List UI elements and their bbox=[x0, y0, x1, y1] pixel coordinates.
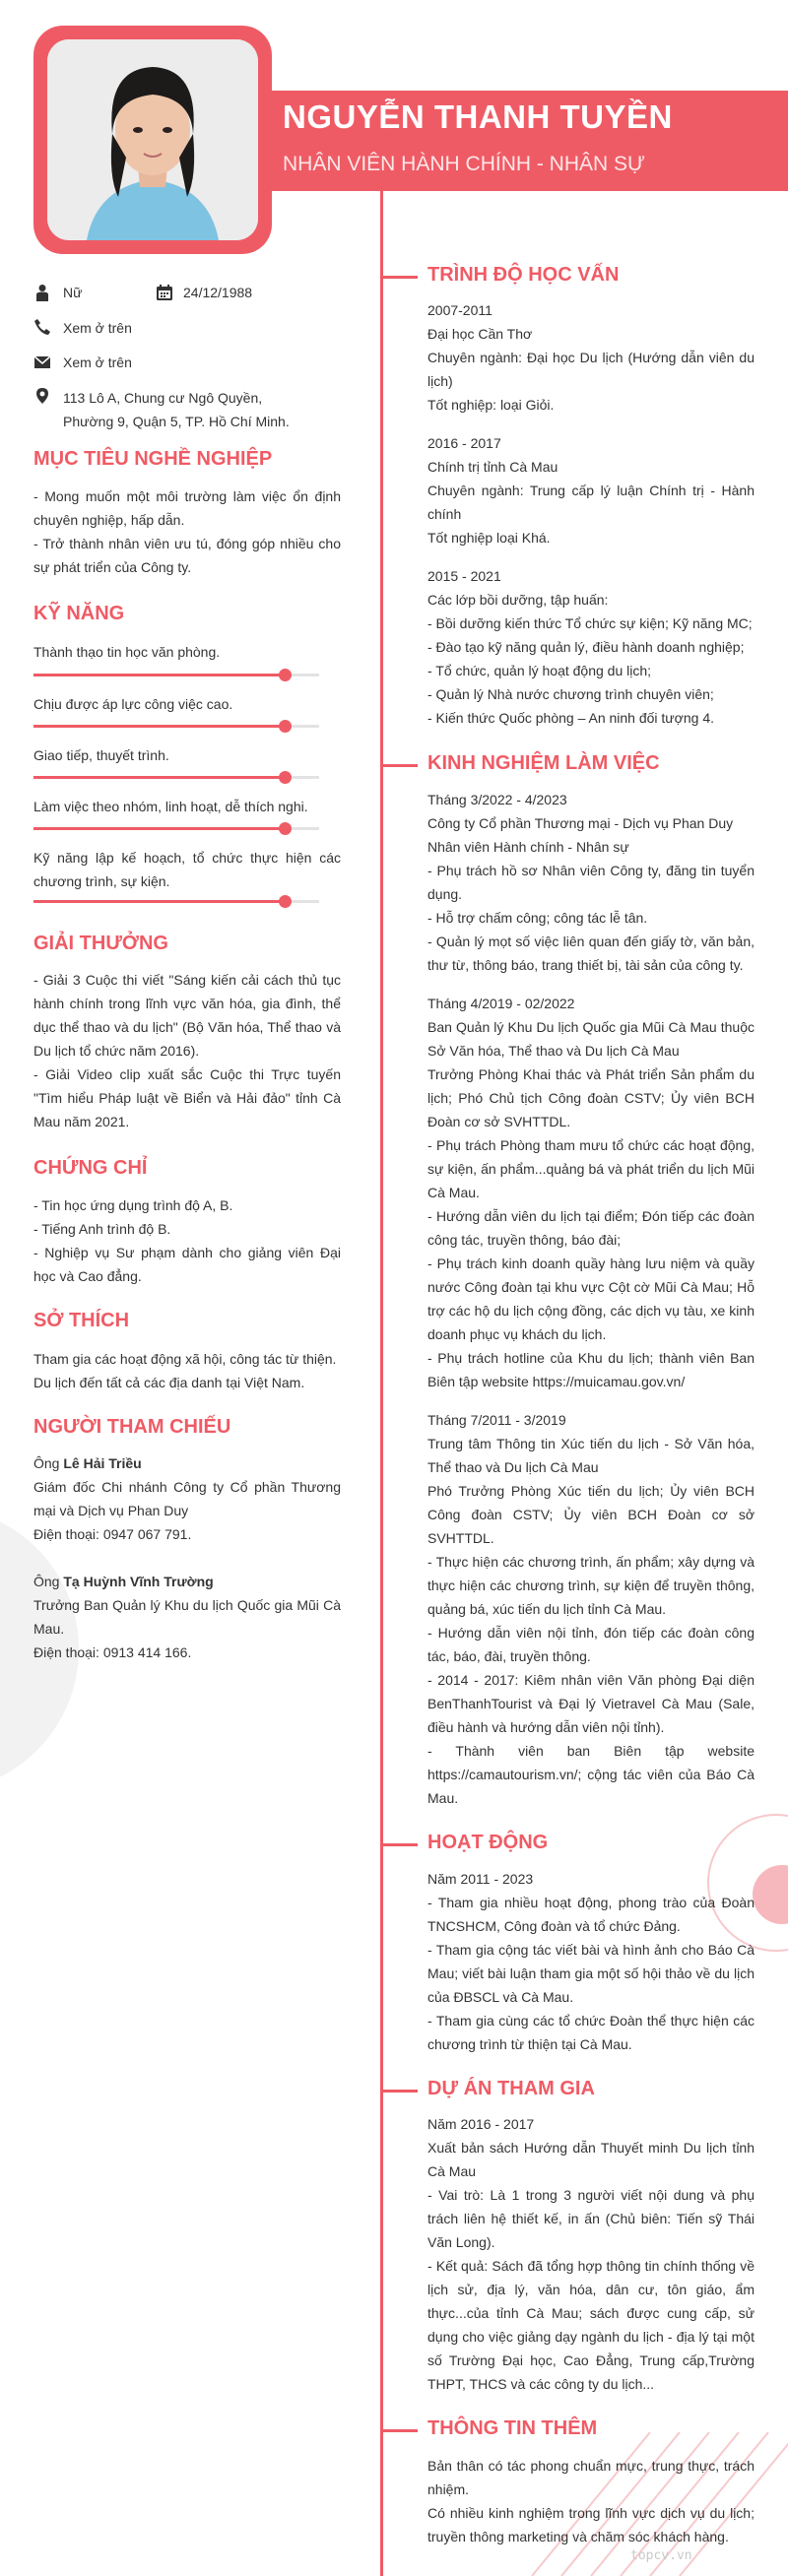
activity-line: - Tham gia cộng tác viết bài và hình ảnh cho Báo Cà Mau; viết bài luận tham gia một số hội thảo về du lịch của ĐBSCL và Cà Mau. bbox=[427, 1942, 755, 2005]
education-line: Đại học Cần Thơ bbox=[427, 326, 533, 342]
reference-position: Trưởng Ban Quản lý Khu du lịch Quốc gia Mũi Cà Mau. bbox=[33, 1597, 341, 1637]
experience-line: - Quản lý mọt số việc liên quan đến giấy tờ, văn bản, thư từ, thông báo, trang thiết bị, tài sản của công ty. bbox=[427, 934, 755, 973]
projects-text bbox=[427, 2112, 755, 2396]
education-line: - Tổ chức, quản lý hoạt động du lịch; bbox=[427, 663, 652, 678]
awards-text bbox=[33, 968, 341, 1133]
hobbies-title: SỞ THÍCH bbox=[33, 1310, 130, 1331]
reference-prefix: Ông bbox=[33, 1455, 64, 1471]
education-line: - Kiến thức Quốc phòng – An ninh đối tượng 4. bbox=[427, 710, 714, 726]
experience-line: Công ty Cổ phần Thương mại - Dịch vụ Phan Duy bbox=[427, 815, 734, 831]
timeline-marker bbox=[380, 276, 418, 279]
reference-name: Tạ Huỳnh Vĩnh Trường bbox=[63, 1574, 214, 1589]
experience-line: - Phụ trách hồ sơ Nhân viên Công ty, đăng tin tuyển dụng. bbox=[427, 863, 755, 902]
experience-line: Tháng 7/2011 - 3/2019 bbox=[427, 1412, 566, 1428]
experience-line: - Hướng dẫn viên nội tỉnh, đón tiếp các đoàn công tác, báo, đài, truyền thông. bbox=[427, 1625, 755, 1664]
experience-line: - Phụ trách hotline của Khu du lịch; thành viên Ban Biên tập website https://muicamau.gov.vn/ bbox=[427, 1350, 755, 1389]
experience-line: - Thực hiện các chương trình, ấn phẩm; xây dựng và thực hiện các chương trình, sự kiện để truyền thông, quảng bá, xúc tiến du lịch tỉnh Cà Mau. bbox=[427, 1554, 755, 1617]
candidate-job-title: NHÂN VIÊN HÀNH CHÍNH - NHÂN SỰ bbox=[283, 153, 645, 175]
skill-bar-knob bbox=[279, 895, 292, 908]
education-line: Chuyên ngành: Đại học Du lịch (Hướng dẫn viên du lịch) bbox=[427, 350, 755, 389]
skill-bar-knob bbox=[279, 771, 292, 784]
skill-bar-knob bbox=[279, 720, 292, 733]
certificate-line: - Tin học ứng dụng trình độ A, B. bbox=[33, 1197, 233, 1213]
hobbies-text bbox=[33, 1347, 341, 1394]
reference-name: Lê Hải Triều bbox=[63, 1455, 142, 1471]
reference-name-line bbox=[33, 1451, 341, 1475]
education-line: Tốt nghiệp: loại Giỏi. bbox=[427, 397, 555, 413]
projects-title: DỰ ÁN THAM GIA bbox=[427, 2078, 595, 2099]
education-line: - Quản lý Nhà nước chương trình chuyên viên; bbox=[427, 686, 714, 702]
skill-bar bbox=[33, 776, 319, 779]
experience-block bbox=[427, 788, 755, 977]
experience-line: - Hỗ trợ chấm công; công tác lễ tân. bbox=[427, 910, 648, 926]
location-pin-icon bbox=[33, 387, 51, 405]
skill-label: Kỹ năng lập kế hoạch, tổ chức thực hiện các chương trình, sự kiện. bbox=[33, 850, 341, 889]
education-block bbox=[427, 298, 755, 417]
experience-line: Nhân viên Hành chính - Nhân sự bbox=[427, 839, 629, 855]
email-value: Xem ở trên bbox=[63, 354, 132, 370]
education-line: 2016 - 2017 bbox=[427, 435, 501, 451]
skill-label: Làm việc theo nhóm, linh hoạt, dễ thích nghi. bbox=[33, 799, 308, 814]
birthday-value: 24/12/1988 bbox=[183, 285, 253, 300]
reference-phone: Điện thoại: 0947 067 791. bbox=[33, 1526, 192, 1542]
certificates-text bbox=[33, 1193, 341, 1288]
education-line: - Bồi dưỡng kiến thức Tổ chức sự kiện; Kỹ năng MC; bbox=[427, 615, 753, 631]
references-title: NGƯỜI THAM CHIẾU bbox=[33, 1416, 231, 1438]
award-line: - Giải Video clip xuất sắc Cuộc thi Trực tuyến "Tìm hiểu Pháp luật về Biển và Hải đảo" tỉnh Cà Mau năm 2021. bbox=[33, 1066, 341, 1129]
project-line: Xuất bản sách Hướng dẫn Thuyết minh Du lịch tỉnh Cà Mau bbox=[427, 2140, 755, 2179]
skill-label: Thành thạo tin học văn phòng. bbox=[33, 644, 221, 660]
timeline-marker bbox=[380, 2429, 418, 2432]
objective-title: MỤC TIÊU NGHỀ NGHIỆP bbox=[33, 448, 273, 470]
photo-frame bbox=[33, 26, 272, 254]
address-line: Phường 9, Quận 5, TP. Hồ Chí Minh. bbox=[63, 414, 290, 429]
additional-line: Bản thân có tác phong chuẩn mực, trung thực, trách nhiệm. bbox=[427, 2458, 755, 2497]
experience-line: Trung tâm Thông tin Xúc tiến du lịch - Sở Văn hóa, Thể thao và Du lịch Cà Mau bbox=[427, 1436, 755, 1475]
objective-text bbox=[33, 484, 341, 579]
skill-bar bbox=[33, 674, 319, 676]
reference-phone: Điện thoại: 0913 414 166. bbox=[33, 1644, 192, 1660]
reference-position: Giám đốc Chi nhánh Công ty Cổ phần Thương mại và Dịch vụ Phan Duy bbox=[33, 1479, 341, 1518]
experience-line: - Hướng dẫn viên du lịch tại điểm; Đón tiếp các đoàn công tác, truyền thông, báo đài; bbox=[427, 1208, 755, 1248]
skill-bar bbox=[33, 725, 319, 728]
experience-title: KINH NGHIỆM LÀM VIỆC bbox=[427, 752, 660, 774]
skill-bar-fill bbox=[33, 900, 285, 903]
phone-icon bbox=[33, 318, 51, 336]
reference-item bbox=[33, 1570, 341, 1664]
person-icon bbox=[33, 284, 51, 301]
skill-bar bbox=[33, 900, 319, 903]
additional-title: THÔNG TIN THÊM bbox=[427, 2417, 598, 2439]
calendar-icon bbox=[156, 284, 173, 301]
experience-line: Phó Trưởng Phòng Xúc tiến du lịch; Ủy viên BCH Công đoàn CSTV; Ủy viên BCH Đoàn cơ sở SVHTTDL. bbox=[427, 1483, 755, 1546]
activities-title: HOẠT ĐỘNG bbox=[427, 1832, 549, 1853]
skill-label: Chịu được áp lực công việc cao. bbox=[33, 696, 233, 712]
timeline-marker bbox=[380, 764, 418, 767]
experience-block bbox=[427, 992, 755, 1393]
address-line: 113 Lô A, Chung cư Ngô Quyền, bbox=[63, 390, 263, 406]
education-line: Tốt nghiệp loại Khá. bbox=[427, 530, 551, 546]
activity-line: Năm 2011 - 2023 bbox=[427, 1871, 534, 1887]
award-line: - Giải 3 Cuộc thi viết "Sáng kiến cải cách thủ tục hành chính trong lĩnh vực văn hóa, gia đình, thể dục thể thao và du lịch" (Bộ Văn hóa, Thể thao và Du lịch tổ chức năm 2016). bbox=[33, 972, 341, 1059]
project-line: Năm 2016 - 2017 bbox=[427, 2116, 535, 2132]
project-line: - Vai trò: Là 1 trong 3 người viết nội dung và phụ trách liên hệ thiết kế, in ấn (Chủ biên: Tiến sỹ Thái Văn Long). bbox=[427, 2187, 755, 2250]
education-title: TRÌNH ĐỘ HỌC VẤN bbox=[427, 264, 620, 286]
reference-prefix: Ông bbox=[33, 1574, 64, 1589]
certificate-line: - Tiếng Anh trình độ B. bbox=[33, 1221, 171, 1237]
additional-text bbox=[427, 2454, 755, 2548]
education-block bbox=[427, 431, 755, 549]
skill-bar-fill bbox=[33, 776, 285, 779]
activities-text bbox=[427, 1867, 755, 2056]
skill-bar-knob bbox=[279, 822, 292, 835]
experience-line: Ban Quản lý Khu Du lịch Quốc gia Mũi Cà Mau thuộc Sở Văn hóa, Thể thao và Du lịch Cà Mau bbox=[427, 1019, 755, 1059]
experience-block bbox=[427, 1408, 755, 1810]
education-line: 2007-2011 bbox=[427, 302, 492, 318]
candidate-name: NGUYỄN THANH TUYỀN bbox=[283, 98, 673, 135]
additional-line: Có nhiều kinh nghiệm trong lĩnh vực dịch vụ du lịch; truyền thông marketing và chăm sóc khách hàng. bbox=[427, 2505, 755, 2544]
project-line: - Kết quả: Sách đã tổng hợp thông tin chính thống về lịch sử, địa lý, văn hóa, dân cư, tôn giáo, ẩm thực...của tỉnh Cà Mau; sách được cung cấp, sử dụng cho việc giảng dạy ngành du lịch - địa lý tại một số Trường Đại học, Cao Đẳng, Trung cấp,Trường THPT, THCS và các công ty du lịch... bbox=[427, 2258, 755, 2392]
timeline-marker bbox=[380, 2090, 418, 2093]
objective-line: - Trở thành nhân viên ưu tú, đóng góp nhiều cho sự phát triển của Công ty. bbox=[33, 536, 341, 575]
education-line: Các lớp bồi dưỡng, tập huấn: bbox=[427, 592, 609, 608]
avatar bbox=[47, 39, 258, 240]
awards-title: GIẢI THƯỞNG bbox=[33, 933, 168, 954]
certificates-title: CHỨNG CHỈ bbox=[33, 1157, 148, 1179]
skill-bar-fill bbox=[33, 827, 285, 830]
experience-line: - Phụ trách Phòng tham mưu tổ chức các hoạt động, sự kiện, ấn phẩm...quảng bá và phát triển du lịch Mũi Cà Mau. bbox=[427, 1137, 755, 1200]
timeline-line bbox=[380, 191, 383, 2576]
objective-line: - Mong muốn một môi trường làm việc ổn định chuyên nghiệp, hấp dẫn. bbox=[33, 488, 341, 528]
envelope-icon bbox=[33, 354, 51, 371]
education-block bbox=[427, 564, 755, 730]
gender-value: Nữ bbox=[63, 285, 83, 300]
skills-title: KỸ NĂNG bbox=[33, 603, 125, 624]
skill-bar bbox=[33, 827, 319, 830]
skill-bar-fill bbox=[33, 674, 285, 676]
hobby-line: Du lịch đến tất cả các địa danh tại Việt Nam. bbox=[33, 1375, 305, 1390]
experience-line: Tháng 3/2022 - 4/2023 bbox=[427, 792, 567, 807]
experience-line: Trưởng Phòng Khai thác và Phát triển Sản phẩm du lịch; Phó Chủ tịch Công đoàn CSTV; Ủy viên BCH Đoàn cơ sở SVHTTDL. bbox=[427, 1066, 755, 1129]
education-line: Chính trị tỉnh Cà Mau bbox=[427, 459, 558, 475]
education-line: 2015 - 2021 bbox=[427, 568, 501, 584]
skill-label: Giao tiếp, thuyết trình. bbox=[33, 747, 169, 763]
phone-value: Xem ở trên bbox=[63, 320, 132, 336]
activity-line: - Tham gia nhiều hoạt động, phong trào của Đoàn TNCSHCM, Công đoàn và tổ chức Đảng. bbox=[427, 1895, 755, 1934]
skill-bar-fill bbox=[33, 725, 285, 728]
experience-line: - Phụ trách kinh doanh quầy hàng lưu niệm và quầy nước Công đoàn tại khu vực Cột cờ Mũi Cà Mau; Hỗ trợ các hộ du lịch cộng đồng, các dịch vụ tàu, xe kinh doanh phục vụ khách du lịch. bbox=[427, 1256, 755, 1342]
certificate-line: - Nghiệp vụ Sư phạm dành cho giảng viên Đại học và Cao đẳng. bbox=[33, 1245, 341, 1284]
experience-line: Tháng 4/2019 - 02/2022 bbox=[427, 996, 575, 1011]
education-line: - Đào tạo kỹ năng quản lý, điều hành doanh nghiệp; bbox=[427, 639, 745, 655]
skill-bar-knob bbox=[279, 669, 292, 681]
address-value bbox=[63, 386, 290, 433]
experience-line: - 2014 - 2017: Kiêm nhân viên Văn phòng Đại diện BenThanhTourist và Đại lý Vietravel Cà Mau (Sale, điều hành và hướng dẫn viên nội tỉnh). bbox=[427, 1672, 755, 1735]
hobby-line: Tham gia các hoạt động xã hội, công tác từ thiện. bbox=[33, 1351, 337, 1367]
timeline-marker bbox=[380, 1843, 418, 1846]
reference-item bbox=[33, 1451, 341, 1546]
education-line: Chuyên ngành: Trung cấp lý luận Chính trị - Hành chính bbox=[427, 483, 755, 522]
watermark: topcv.vn bbox=[630, 2548, 692, 2563]
activity-line: - Tham gia cùng các tổ chức Đoàn thể thực hiện các chương trình từ thiện tại Cà Mau. bbox=[427, 2013, 755, 2052]
reference-name-line bbox=[33, 1570, 341, 1593]
experience-line: - Thành viên ban Biên tập website https://camautourism.vn/; cộng tác viên của Báo Cà Mau. bbox=[427, 1743, 755, 1806]
